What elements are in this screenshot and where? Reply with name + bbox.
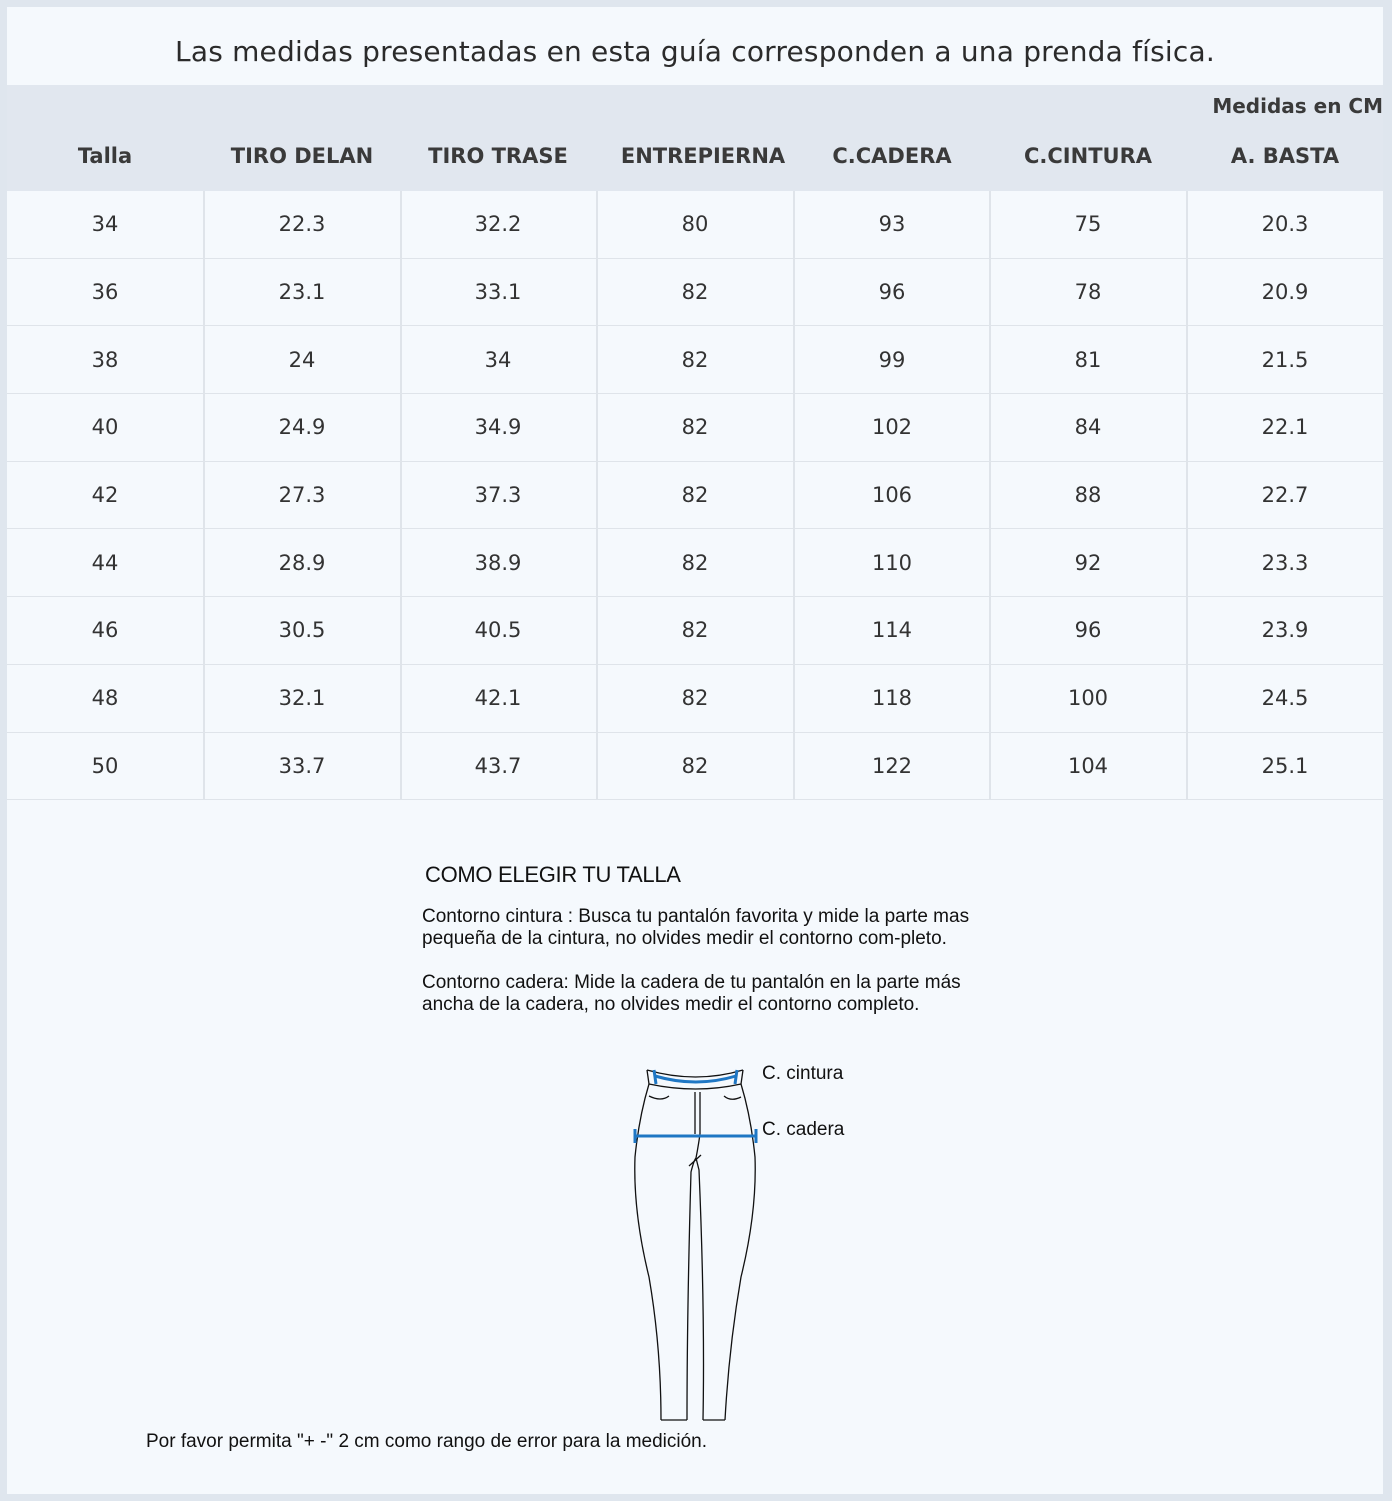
table-cell: 102 <box>871 415 913 440</box>
table-cell: 92 <box>1074 550 1102 575</box>
column-header-tiro-trase: TIRO TRASE <box>428 144 568 168</box>
error-range-note: Por favor permita "+ -" 2 cm como rango de error para la medición. <box>145 1431 708 1452</box>
table-cell: 84 <box>1074 415 1102 440</box>
table-cell: 20.9 <box>1261 280 1309 305</box>
table-cell: 30.5 <box>278 618 326 643</box>
table-cell: 93 <box>878 212 906 237</box>
table-cell: 82 <box>681 686 709 711</box>
waist-instructions: Contorno cintura : Busca tu pantalón favorita y mide la parte mas pequeña de la cintura, no olvides medir el contorno com-pleto. <box>422 906 970 949</box>
units-label: Medidas en CM <box>1212 94 1383 118</box>
table-cell: 22.3 <box>278 212 326 237</box>
notice-text: Las medidas presentadas en esta guía corresponden a una prenda física. <box>175 35 1215 68</box>
table-cell: 34.9 <box>474 415 522 440</box>
table-cell: 40.5 <box>474 618 522 643</box>
table-cell: 48 <box>91 686 119 711</box>
table-cell: 80 <box>681 212 709 237</box>
table-row <box>7 529 1383 597</box>
size-table-body <box>7 191 1383 800</box>
table-cell: 82 <box>681 483 709 508</box>
table-cell: 34 <box>484 347 512 372</box>
table-cell: 75 <box>1074 212 1102 237</box>
table-cell: 46 <box>91 618 119 643</box>
table-cell: 21.5 <box>1261 347 1309 372</box>
table-row <box>7 597 1383 665</box>
table-cell: 110 <box>871 550 913 575</box>
table-cell: 32.2 <box>474 212 522 237</box>
table-cell: 33.1 <box>474 280 522 305</box>
table-cell: 40 <box>91 415 119 440</box>
table-cell: 50 <box>91 753 119 778</box>
table-row <box>7 326 1383 394</box>
table-cell: 20.3 <box>1261 212 1309 237</box>
table-cell: 44 <box>91 550 119 575</box>
table-row <box>7 462 1383 530</box>
table-cell: 24.5 <box>1261 686 1309 711</box>
table-cell: 25.1 <box>1261 753 1309 778</box>
table-cell: 122 <box>871 753 913 778</box>
table-cell: 114 <box>871 618 913 643</box>
hip-instructions: Contorno cadera: Mide la cadera de tu pantalón en la parte más ancha de la cadera, no olvides medir el contorno completo. <box>422 972 961 1015</box>
table-cell: 22.7 <box>1261 483 1309 508</box>
table-cell: 104 <box>1067 753 1109 778</box>
table-cell: 24 <box>288 347 316 372</box>
table-cell: 96 <box>878 280 906 305</box>
table-row <box>7 665 1383 733</box>
table-cell: 106 <box>871 483 913 508</box>
pants-diagram-icon <box>621 1062 771 1427</box>
column-header-talla: Talla <box>77 144 133 168</box>
size-guide-panel <box>7 7 1383 1494</box>
table-cell: 36 <box>91 280 119 305</box>
table-cell: 38 <box>91 347 119 372</box>
table-cell: 37.3 <box>474 483 522 508</box>
guide-title: COMO ELEGIR TU TALLA <box>425 862 681 887</box>
table-cell: 88 <box>1074 483 1102 508</box>
table-cell: 82 <box>681 415 709 440</box>
table-header <box>7 85 1383 191</box>
column-header-basta: A. BASTA <box>1230 144 1340 168</box>
table-cell: 100 <box>1067 686 1109 711</box>
table-cell: 82 <box>681 550 709 575</box>
table-cell: 81 <box>1074 347 1102 372</box>
table-cell: 82 <box>681 753 709 778</box>
column-header-tiro-delan: TIRO DELAN <box>230 144 374 168</box>
table-cell: 23.9 <box>1261 618 1309 643</box>
table-cell: 27.3 <box>278 483 326 508</box>
table-cell: 118 <box>871 686 913 711</box>
table-cell: 23.3 <box>1261 550 1309 575</box>
table-cell: 78 <box>1074 280 1102 305</box>
table-cell: 24.9 <box>278 415 326 440</box>
table-cell: 23.1 <box>278 280 326 305</box>
table-cell: 42.1 <box>474 686 522 711</box>
column-header-cadera: C.CADERA <box>832 144 952 168</box>
table-cell: 32.1 <box>278 686 326 711</box>
waist-label: C. cintura <box>762 1063 844 1084</box>
table-cell: 33.7 <box>278 753 326 778</box>
table-row <box>7 733 1383 801</box>
hip-label: C. cadera <box>762 1119 845 1140</box>
table-row <box>7 394 1383 462</box>
table-cell: 82 <box>681 280 709 305</box>
table-cell: 99 <box>878 347 906 372</box>
table-cell: 82 <box>681 347 709 372</box>
table-cell: 38.9 <box>474 550 522 575</box>
size-guide-instructions <box>422 862 1022 1016</box>
table-cell: 22.1 <box>1261 415 1309 440</box>
table-cell: 82 <box>681 618 709 643</box>
table-cell: 43.7 <box>474 753 522 778</box>
column-header-entrepierna: ENTREPIERNA <box>620 144 786 168</box>
column-header-cintura: C.CINTURA <box>1024 144 1152 168</box>
table-cell: 34 <box>91 212 119 237</box>
table-cell: 42 <box>91 483 119 508</box>
table-cell: 96 <box>1074 618 1102 643</box>
table-row <box>7 191 1383 259</box>
table-cell: 28.9 <box>278 550 326 575</box>
table-row <box>7 259 1383 327</box>
